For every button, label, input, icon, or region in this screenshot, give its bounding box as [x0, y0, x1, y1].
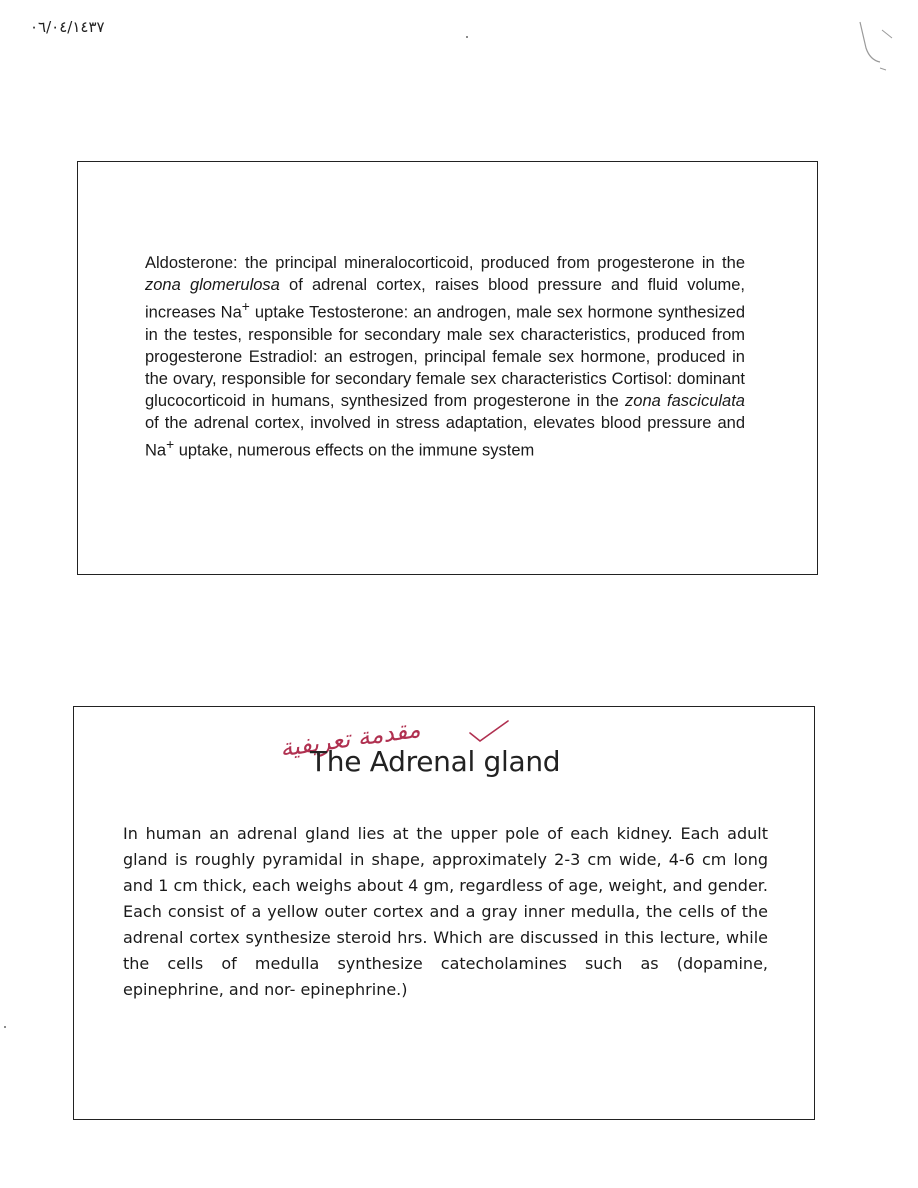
adrenal-gland-paragraph: In human an adrenal gland lies at the upper pole of each kidney. Each adult gland is roughly pyramidal in shape, approximately 2-3 cm wide, 4-6 cm long and 1 cm thick, each weighs about 4 gm, regardless of age, weight, and gender. Each consist of a yellow outer cortex and a gray inner medulla, the cells of the adrenal cortex synthesize steroid hrs. Which are discussed in this lecture, while the cells of medulla synthesize catecholamines such as (dopamine, epinephrine, and nor- epinephrine.) [123, 824, 768, 999]
slide-steroid-hormones [77, 161, 818, 575]
steroid-hormones-paragraph: Aldosterone: the principal mineralocorticoid, produced from progesterone in the zona glomerulosa of adrenal cortex, raises blood pressure and fluid volume, increases Na+ uptake Testosterone: an androgen, male sex hormone synthesized in the testes, responsible for secondary male sex characteristics, produced from progesterone Estradiol: an estrogen, principal female sex hormone, produced in the ovary, responsible for secondary female sex characteristics Cortisol: dominant glucocorticoid in humans, synthesized from progesterone in the zona fasciculata of the adrenal cortex, involved in stress adaptation, elevates blood pressure and Na+ uptake, numerous effects on the immune system [145, 254, 746, 459]
slide-adrenal-gland [73, 706, 815, 1120]
slide-title: The Adrenal gland [310, 745, 561, 778]
svg-text:مقدمة تعريفية: مقدمة تعريفية [278, 714, 423, 763]
stray-dot [4, 1026, 6, 1028]
handwritten-arabic-note [96, 714, 423, 791]
handwritten-date: ٠٦/٠٤/١٤٣٧ [30, 18, 105, 36]
corner-scribble-mark [852, 18, 902, 78]
stray-dot [466, 36, 468, 38]
